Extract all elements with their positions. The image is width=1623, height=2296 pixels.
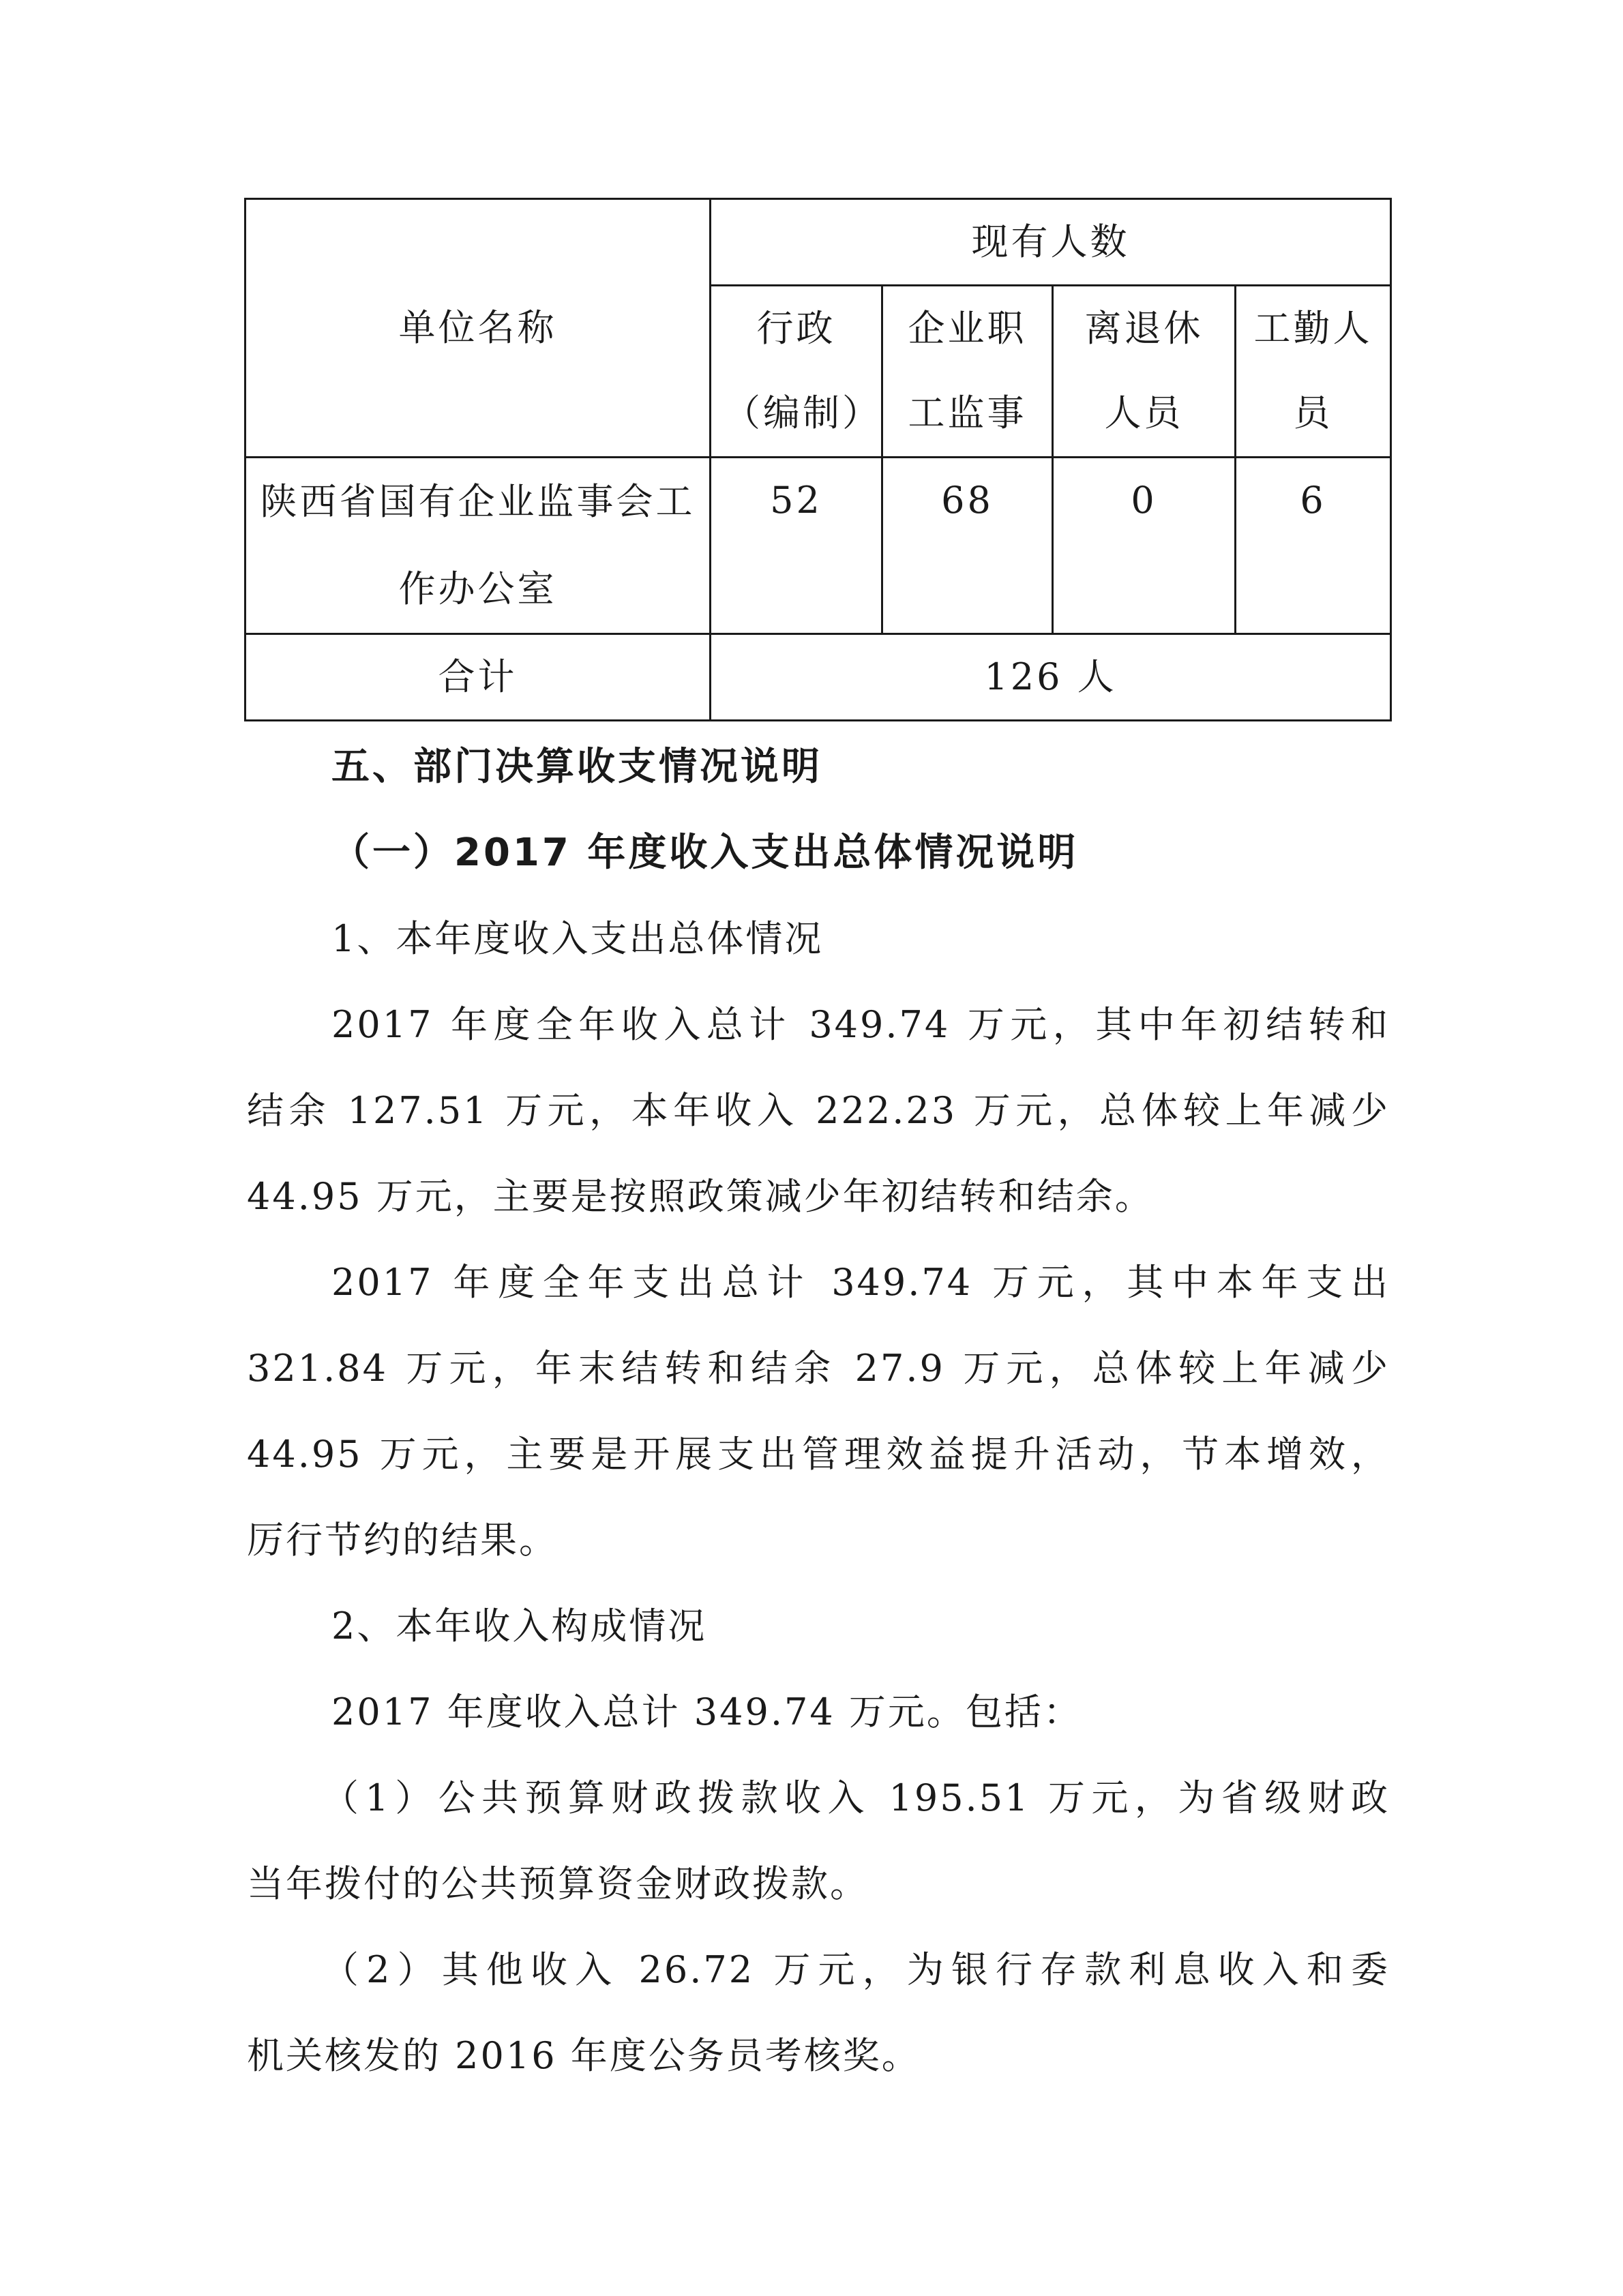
staff-table: [244, 198, 1392, 721]
paragraph-line: 机关核发的 2016 年度公务员考核奖。: [247, 2034, 921, 2077]
income-total: 2017 年度收入总计 349.74 万元。包括：: [331, 1690, 1082, 1733]
paragraph-line: 44.95 万元，主要是开展支出管理效益提升活动，节本增效，: [247, 1433, 1390, 1476]
subsection-title: （一）2017 年度收入支出总体情况说明: [331, 831, 1079, 875]
paragraph-line: 321.84 万元，年末结转和结余 27.9 万元，总体较上年减少: [247, 1347, 1390, 1390]
paragraph-public-budget: [247, 1755, 1390, 1927]
paragraph-line: 2017 年度全年支出总计 349.74 万元，其中本年支出: [331, 1261, 1390, 1304]
header-worker: 工勤人员: [1236, 286, 1391, 458]
paragraph-line: （2）其他收入 26.72 万元，为银行存款利息收入和委: [322, 1948, 1390, 1991]
row-unit-name: 陕西省国有企业监事会工作办公室: [245, 458, 711, 634]
header-enterprise-supervisor: 企业职工监事: [882, 286, 1053, 458]
paragraph-line: 厉行节约的结果。: [247, 1519, 558, 1562]
row-worker-count: 6: [1236, 458, 1391, 634]
table-total-row: [245, 634, 1391, 721]
total-value: 126 人: [711, 634, 1391, 721]
header-retired: 离退休人员: [1053, 286, 1236, 458]
paragraph-line: （1）公共预算财政拨款收入 195.51 万元，为省级财政: [322, 1776, 1390, 1819]
header-unit-name: 单位名称: [245, 199, 711, 458]
header-admin: 行政（编制）: [711, 286, 882, 458]
paragraph-expense: [247, 1240, 1390, 1583]
item1-title: 1、本年度收入支出总体情况: [331, 917, 824, 960]
paragraph-line: 44.95 万元，主要是按照政策减少年初结转和结余。: [247, 1175, 1154, 1218]
total-label: 合计: [245, 634, 711, 721]
paragraph-line: 2017 年度全年收入总计 349.74 万元，其中年初结转和: [331, 1003, 1390, 1046]
row-retired-count: 0: [1053, 458, 1236, 634]
paragraph-income: [247, 982, 1390, 1240]
paragraph-line: 当年拨付的公共预算资金财政拨款。: [247, 1862, 869, 1905]
header-current-staff: 现有人数: [711, 199, 1391, 286]
table-row: [245, 458, 1391, 634]
paragraph-other-income: [247, 1927, 1390, 2099]
paragraph-line: 结余 127.51 万元，本年收入 222.23 万元，总体较上年减少: [247, 1089, 1390, 1132]
item2-title: 2、本年收入构成情况: [331, 1605, 707, 1648]
row-enterprise-count: 68: [882, 458, 1053, 634]
section-title: 五、部门决算收支情况说明: [331, 745, 822, 789]
row-admin-count: 52: [711, 458, 882, 634]
